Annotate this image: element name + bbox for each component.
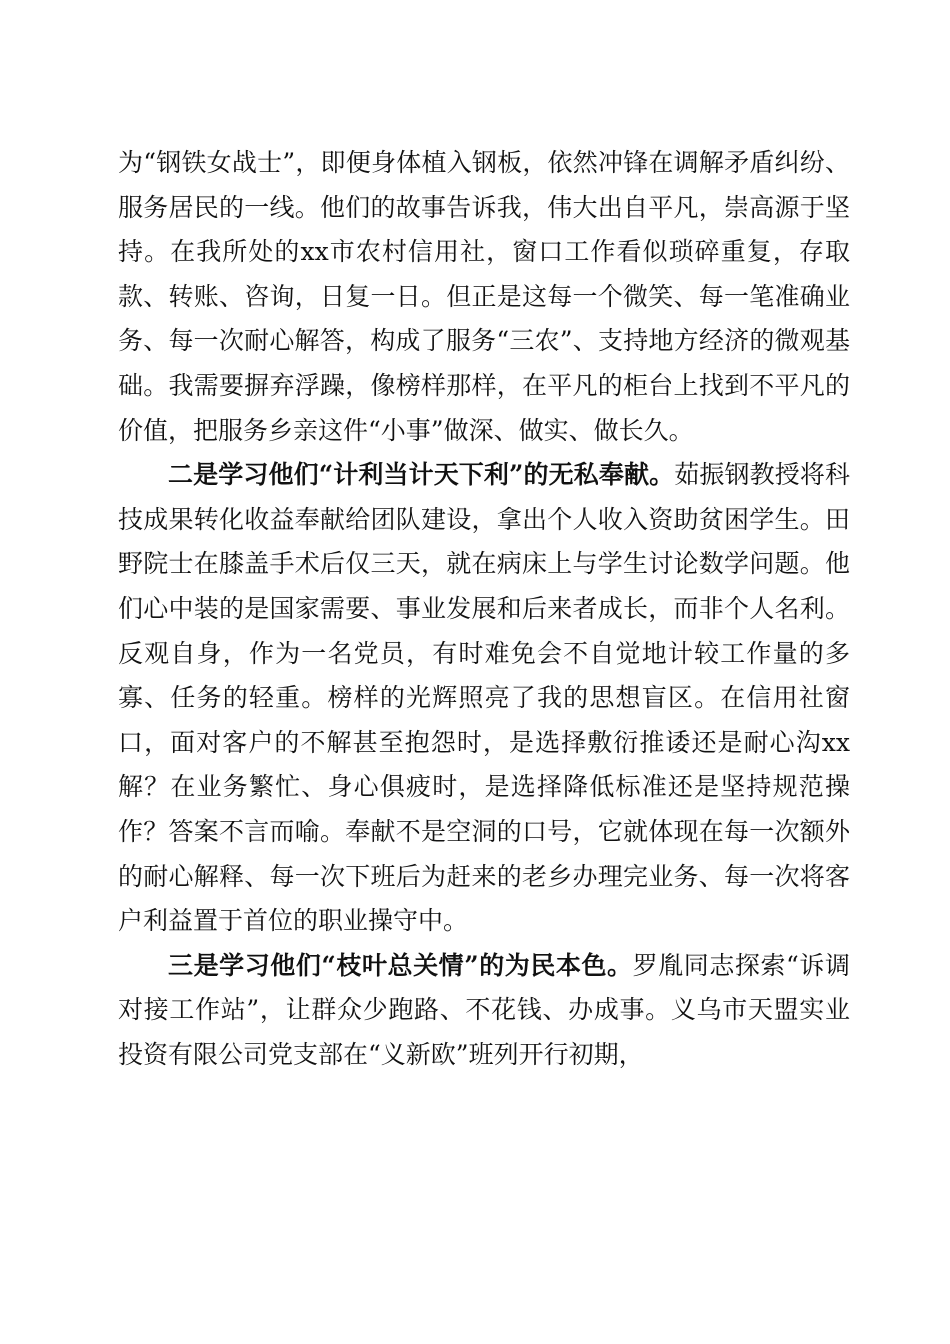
paragraph-continuation xyxy=(118,141,850,453)
document-body xyxy=(118,141,850,1077)
paragraph-lead-heading: 二是学习他们“计利当计天下利”的无私奉献。 xyxy=(168,460,675,490)
paragraph-text: 罗胤同志探索“诉调对接工作站”，让群众少跑路、不花钱、办成事。义乌市天盟实业投资有限公司党支部在“义新欧”班列开行初期， xyxy=(118,950,850,1069)
paragraph-serving-the-people xyxy=(118,944,850,1078)
paragraph-text: 为“钢铁女战士”，即便身体植入钢板，依然冲锋在调解矛盾纠纷、服务居民的一线。他们的故事告诉我，伟大出自平凡，崇高源于坚持。在我所处的xx市农村信用社，窗口工作看似琐碎重复，存取款、转账、咨询，日复一日。但正是这每一个微笑、每一笔准确业务、每一次耐心解答，构成了服务“三农”、支持地方经济的微观基础。我需要摒弃浮躁，像榜样那样，在平凡的柜台上找到不平凡的价值，把服务乡亲这件“小事”做深、做实、做长久。 xyxy=(118,148,850,445)
paragraph-text: 茹振钢教授将科技成果转化收益奉献给团队建设，拿出个人收入资助贫困学生。田野院士在膝盖手术后仅三天，就在病床上与学生讨论数学问题。他们心中装的是国家需要、事业发展和后来者成长，而非个人名利。反观自身，作为一名党员，有时难免会不自觉地计较工作量的多寡、任务的轻重。榜样的光辉照亮了我的思想盲区。在信用社窗口，面对客户的不解甚至抱怨时，是选择敷衍推诿还是耐心沟xx解？在业务繁忙、身心俱疲时，是选择降低标准还是坚持规范操作？答案不言而喻。奉献不是空洞的口号，它就体现在每一次额外的耐心解释、每一次下班后为赶来的老乡办理完业务、每一次将客户利益置于首位的职业操守中。 xyxy=(118,460,850,936)
paragraph-selfless-dedication xyxy=(118,453,850,944)
paragraph-lead-heading: 三是学习他们“枝叶总关情”的为民本色。 xyxy=(168,950,633,980)
